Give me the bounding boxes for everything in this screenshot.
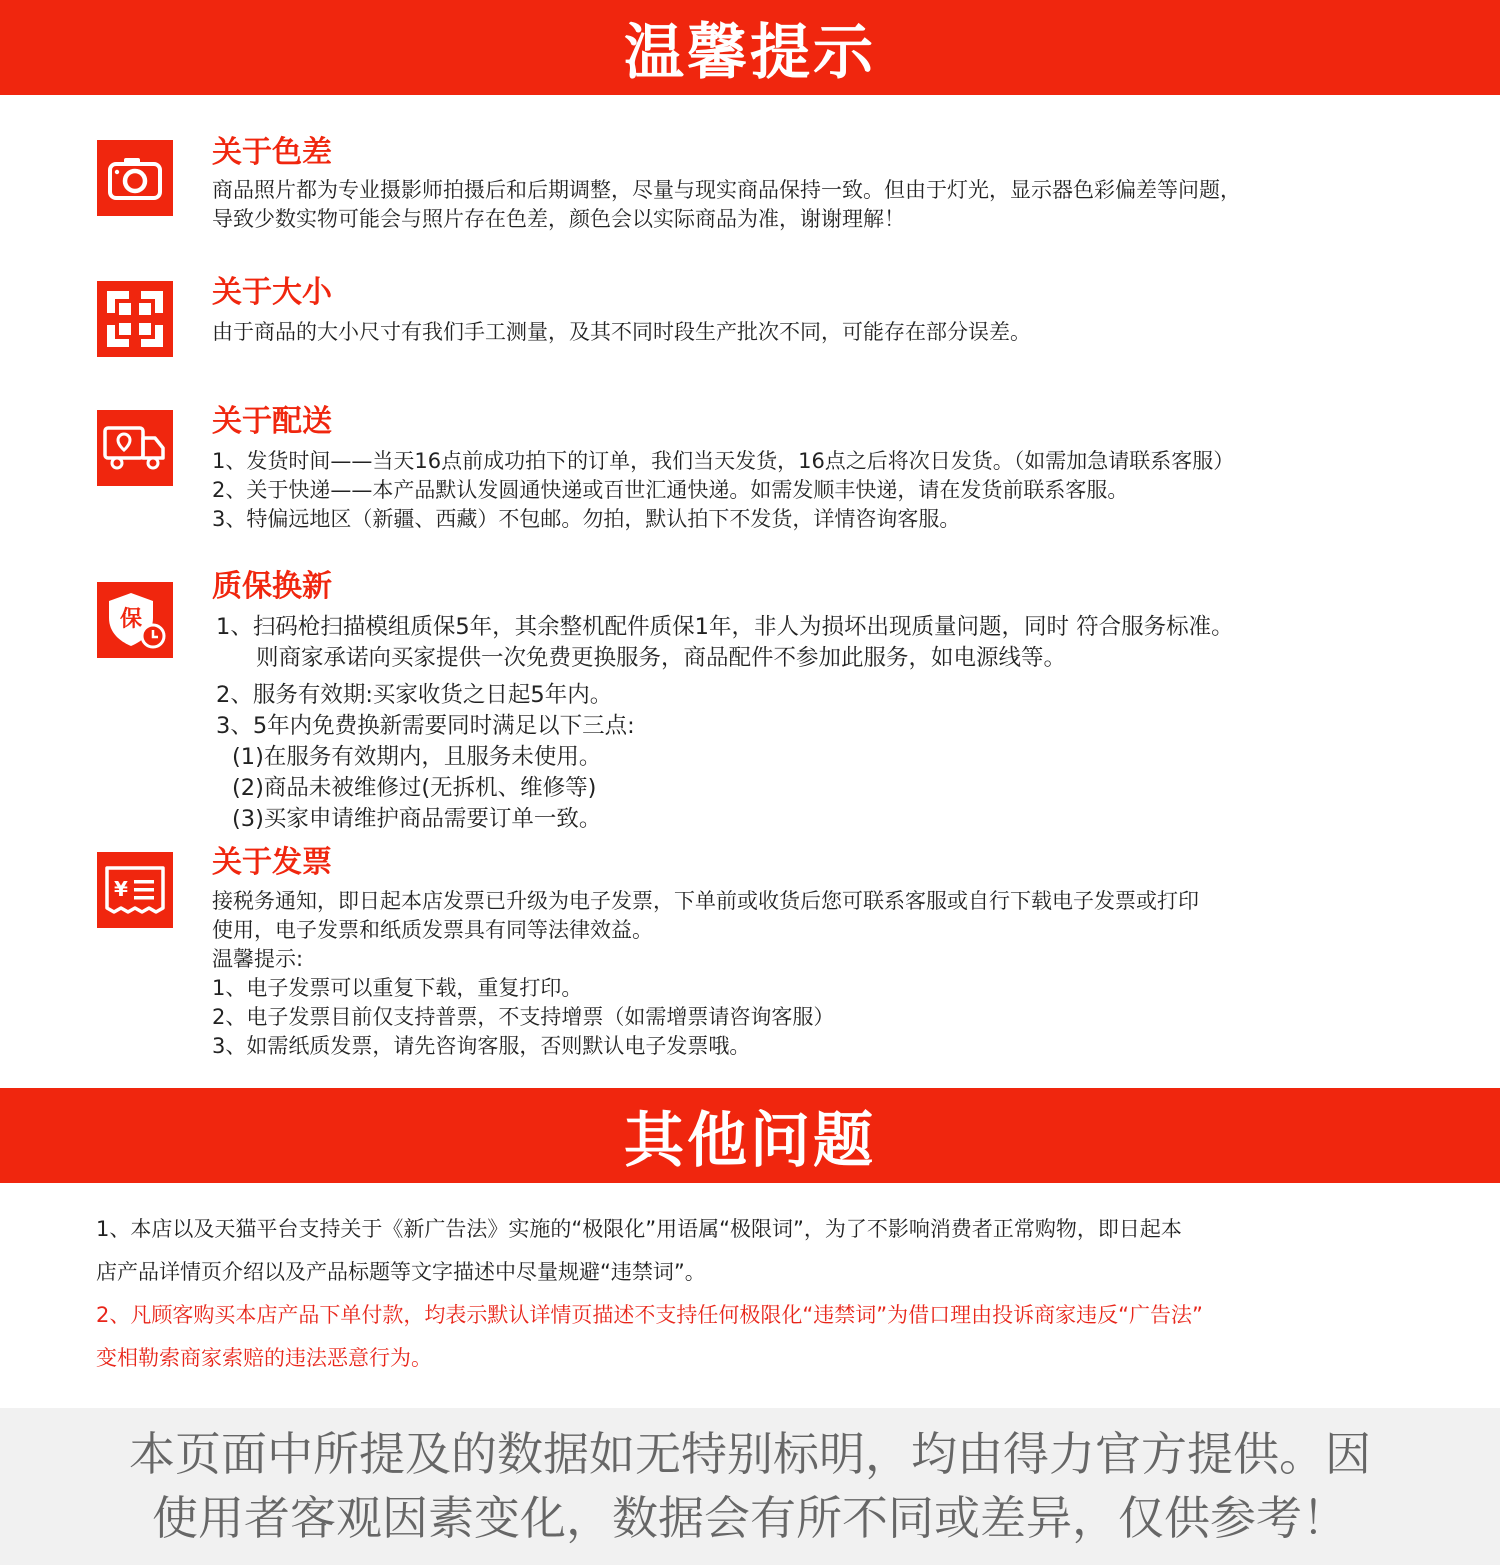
delivery-truck-icon — [97, 410, 173, 486]
footer-disclaimer: 本页面中所提及的数据如无特别标明，均由得力官方提供。因 使用者客观因素变化，数据会有所不同或差异，仅供参考！ — [0, 1408, 1500, 1565]
page-title: 温馨提示 — [624, 17, 876, 88]
section-title-warranty: 质保换新 — [212, 569, 332, 604]
expand-icon — [97, 281, 173, 357]
section-text-size: 由于商品的大小尺寸有我们手工测量，及其不同时段生产批次不同，可能存在部分误差。 — [212, 320, 1031, 344]
other-banner — [0, 1088, 1500, 1183]
camera-icon — [97, 140, 173, 216]
svg-text:¥: ¥ — [114, 877, 128, 901]
section-text-delivery: 1、发货时间——当天16点前成功拍下的订单，我们当天发货，16点之后将次日发货。（如需加急请联系客服） 2、关于快递——本产品默认发圆通快递或百世汇通快递。如需发顺丰快递，请在发货前联系客服。 3、特偏远地区（新疆、西藏）不包邮。勿拍，默认拍下不发货，详情咨询客服。 — [212, 449, 1235, 531]
section-text-warranty: 1、扫码枪扫描模组质保5年，其余整机配件质保1年，非人为损坏出现质量问题，同时 符合服务标准。 则商家承诺向买家提供一次免费更换服务，商品配件不参加此服务，如电源线等。 2、服务有效期:买家收货之日起5年内。 3、5年内免费换新需要同时满足以下三点: (1)在服务有效期内，且服务未使用。 (2)商品未被维修过(无拆机、维修等) (3)买家申请维护商品需要订单一致。 — [216, 614, 1234, 832]
svg-text:保: 保 — [119, 607, 143, 632]
section-text-invoice: 接税务通知，即日起本店发票已升级为电子发票，下单前或收货后您可联系客服或自行下载电子发票或打印 使用，电子发票和纸质发票具有同等法律效益。 温馨提示: 1、电子发票可以重复下载，重复打印。 2、电子发票目前仅支持普票，不支持增票（如需增票请咨询客服） 3、如需纸质发票，请先咨询客服，否则默认电子发票哦。 — [212, 889, 1199, 1058]
section-text-color: 商品照片都为专业摄影师拍摄后和后期调整，尽量与现实商品保持一致。但由于灯光，显示器色彩偏差等问题， 导致少数实物可能会与照片存在色差，颜色会以实际商品为准，谢谢理解！ — [212, 178, 1241, 231]
section-title-delivery: 关于配送 — [212, 404, 332, 439]
other-text: 1、本店以及天猫平台支持关于《新广告法》实施的“极限化”用语属“极限词”，为了不影响消费者正常购物，即日起本 店产品详情页介绍以及产品标题等文字描述中尽量规避“违禁词”。 2、凡顾客购买本店产品下单付款，均表示默认详情页描述不支持任何极限化“违禁词”为借口理由投诉商家违反“广告法” 变相勒索商家索赔的违法恶意行为。 — [96, 1217, 1203, 1370]
section-title-color: 关于色差 — [212, 135, 332, 170]
warranty-shield-icon — [97, 582, 173, 658]
invoice-icon — [97, 852, 173, 928]
section-title-size: 关于大小 — [212, 275, 332, 310]
section-title-invoice: 关于发票 — [212, 845, 332, 880]
other-title: 其他问题 — [624, 1105, 876, 1176]
header-banner — [0, 0, 1500, 95]
